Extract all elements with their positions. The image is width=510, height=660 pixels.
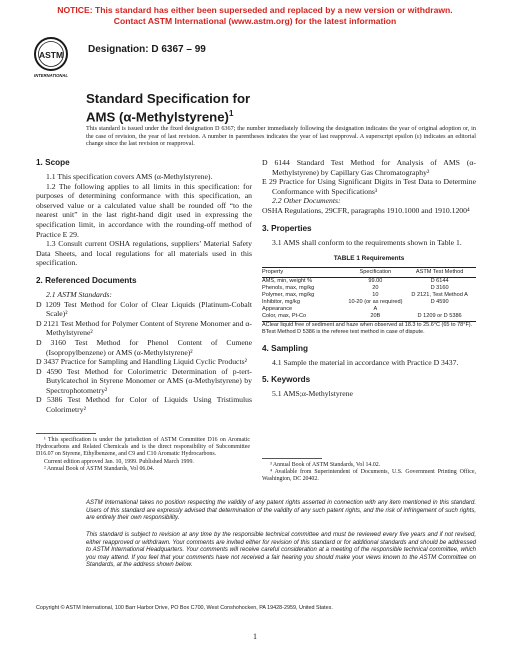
footnotes-left [36,437,250,473]
table-row [262,277,476,285]
reference-item: D 2121 Test Method for Polymer Content of Styrene Monomer and α-Methylstyrene² [36,318,252,338]
reference-item: D 6144 Standard Test Method for Analysis of AMS (α-Methylstyrene) by Capillary Gas Chromatography² [262,158,476,177]
table-cell: Phenols, max, mg/kg [262,284,315,291]
footnote: ⁴ Available from Superintendent of Documents, U.S. Government Printing Office, Washington, DC 20402. [262,469,476,483]
table-cell: Polymer, max, mg/kg [262,291,315,298]
paragraph: 1.3 Consult current OSHA regulations, suppliers’ Material Safety Data Sheets, and local regulations for all materials used in this specification. [36,239,252,268]
left-column [36,158,252,423]
table-cell: D 6144 [430,277,449,284]
reference-item: D 3160 Test Method for Phenol Content of Cumene (Isopropylbenzene) or AMS (α-Methylstyrene)² [36,337,252,357]
paragraph: 3.1 AMS shall conform to the requirements shown in Table 1. [272,237,462,247]
section-properties [262,224,476,336]
designation: Designation: D 6367 – 99 [88,44,206,55]
column-header: Property [262,267,348,277]
footnote: ³ Annual Book of ASTM Standards, Vol 14.02. [270,462,381,468]
table-header-row [262,267,476,277]
paragraph: 1.1 This specification covers AMS (α-Methylstyrene). [46,172,213,181]
reference-item: D 1209 Test Method for Color of Clear Liquids (Platinum-Cobalt Scale)² [36,299,252,319]
table-cell: D 2121, Test Method A [411,291,468,298]
table-row [262,292,476,299]
astm-logo-icon [30,34,76,80]
patent-disclaimer: ASTM International takes no position respecting the validity of any patent rights asserted in connection with any item mentioned in this standard. Users of this standard are expressly advised that determination of the validity of any such patent rights, and the risk of infringement of such rights, are entirely their own responsibility. [86,500,476,522]
section-heading: 4. Sampling [262,343,308,353]
section-keywords [262,375,476,399]
paragraph: 5.1 AMS;α-Methylstyrene [272,389,353,399]
right-column [262,158,476,407]
table-note-a: AClear liquid free of sediment and haze when observed at 18.3 to 25.6°C (65 to 78°F). [262,321,473,328]
table-cell: 10-20 (or as required) [348,298,403,305]
issuance-statement: This standard is issued under the fixed designation D 6367; the number immediately following the designation indicates the year of original adoption or, in the case of revision, the year of last revision. A number in parentheses indicates the year of last reapproval. A superscript epsilon (ε) indicates an editorial change since the last revision or reapproval. [86,125,476,148]
footnote-divider [36,433,96,434]
title-line-1: Standard Specification for [86,91,251,106]
column-header: ASTM Test Method [403,267,476,277]
reference-item: D 3437 Practice for Sampling and Handling Liquid Cyclic Products² [36,357,247,367]
section-heading: 2. Referenced Documents [36,275,137,285]
section-references-continued [262,158,476,216]
paragraph: 1.2 The following applies to all limits in this specification: for purposes of determining conformance with this specification, an observed value or a calculated value shall be rounded off “to the nearest unit” in the last right-hand digit used in expressing the specification limit, in accordance with the rounding-off method of Practice E 29. [36,181,252,239]
withdrawal-notice [0,5,510,26]
table-cell: AMS, min, weight % [262,277,313,284]
reference-item: D 5386 Test Method for Color of Liquids Using Tristimulus Colorimetry² [36,395,252,415]
subheading: 2.1 ASTM Standards: [46,289,112,299]
requirements-table [262,267,476,322]
notice-line-1: NOTICE: This standard has either been superseded and replaced by a new version or withdrawn. [57,5,453,15]
table-cell: A [373,305,378,312]
section-referenced-documents [36,276,252,415]
reference-item: D 4590 Test Method for Colorimetric Determination of p-tert-Butylcatechol in Styrene Monomer or AMS (α-Methylstyrene) by Spectrophotometry² [36,366,252,395]
table-cell: 99.00 [368,277,383,284]
table-cell: Inhibitor, mg/kg [262,298,300,305]
section-heading: 1. Scope [36,158,70,167]
footnote: ¹ This specification is under the jurisdiction of ASTM Committee D16 on Aromatic Hydrocarbons and Related Chemicals and is the direct responsibility of Subcommittee D16.07 on Styrene, Ethylbenzene, and C9 and C10 Aromatic Hydrocarbons. [36,437,250,458]
table-cell: Color, max, Pt-Co [262,313,348,322]
footnote-divider [262,458,322,459]
footnote: ² Annual Book of ASTM Standards, Vol 06.04. [44,465,155,472]
column-header: Specification [348,267,404,277]
revision-disclaimer: This standard is subject to revision at any time by the responsible technical committee and must be reviewed every five years and if not revised, either reapproved or withdrawn. Your comments are invited either for revision of this standard or for additional standards and should be addressed to ASTM International Headquarters. Your comments will receive careful consideration at a meeting of the responsible technical committee, which you may attend. If you feel that your comments have not received a fair hearing you should make your views known to the ASTM Committee on Standards, at the address shown below. [86,532,476,569]
table-row [262,306,476,313]
footnote: Current edition approved Jan. 10, 1999. Published March 1999. [44,458,194,465]
title-line-2: AMS (α-Methylstyrene)$^1$ [86,109,234,125]
reference-item: OSHA Regulations, 29CFR, paragraphs 1910.1000 and 1910.1200⁴ [262,205,470,215]
table-row [262,313,476,322]
copyright-line: Copyright © ASTM International, 100 Barr Harbor Drive, PO Box C700, West Conshohocken, PA 19428-2959, United States. [36,605,333,611]
table-cell [403,306,476,313]
table-cell: 20 [372,284,379,291]
paragraph: 4.1 Sample the material in accordance with Practice D 3437. [272,357,459,367]
table-title: TABLE 1 Requirements [333,255,405,263]
table-row [262,285,476,292]
section-scope [36,158,252,268]
table-cell: 10 [372,291,379,298]
table-cell: D 4590 [430,298,449,305]
logo-text: ASTM [38,50,64,60]
table-row [262,299,476,306]
table-cell: D 3160 [430,284,449,291]
section-heading: 5. Keywords [262,375,311,385]
table-note-b: BTest Method D 5386 is the referee test method in case of dispute. [262,328,425,335]
table-cell: D 1209 or D 5386 [403,313,476,322]
logo-subtext: INTERNATIONAL [34,73,68,78]
page-number: 1 [253,632,257,641]
subheading: 2.2 Other Documents: [272,196,341,206]
footnotes-right [262,462,476,484]
section-heading: 3. Properties [262,223,312,233]
table-cell: Appearance [262,305,293,312]
document-title [86,91,250,124]
section-sampling [262,344,476,368]
reference-item: E 29 Practice for Using Significant Digits in Test Data to Determine Conformance with Specifications³ [262,177,476,196]
notice-line-2: Contact ASTM International (www.astm.org) for the latest information [113,15,397,26]
title-footnote-mark: 1 [228,109,234,118]
table-cell: 20B [348,313,404,322]
